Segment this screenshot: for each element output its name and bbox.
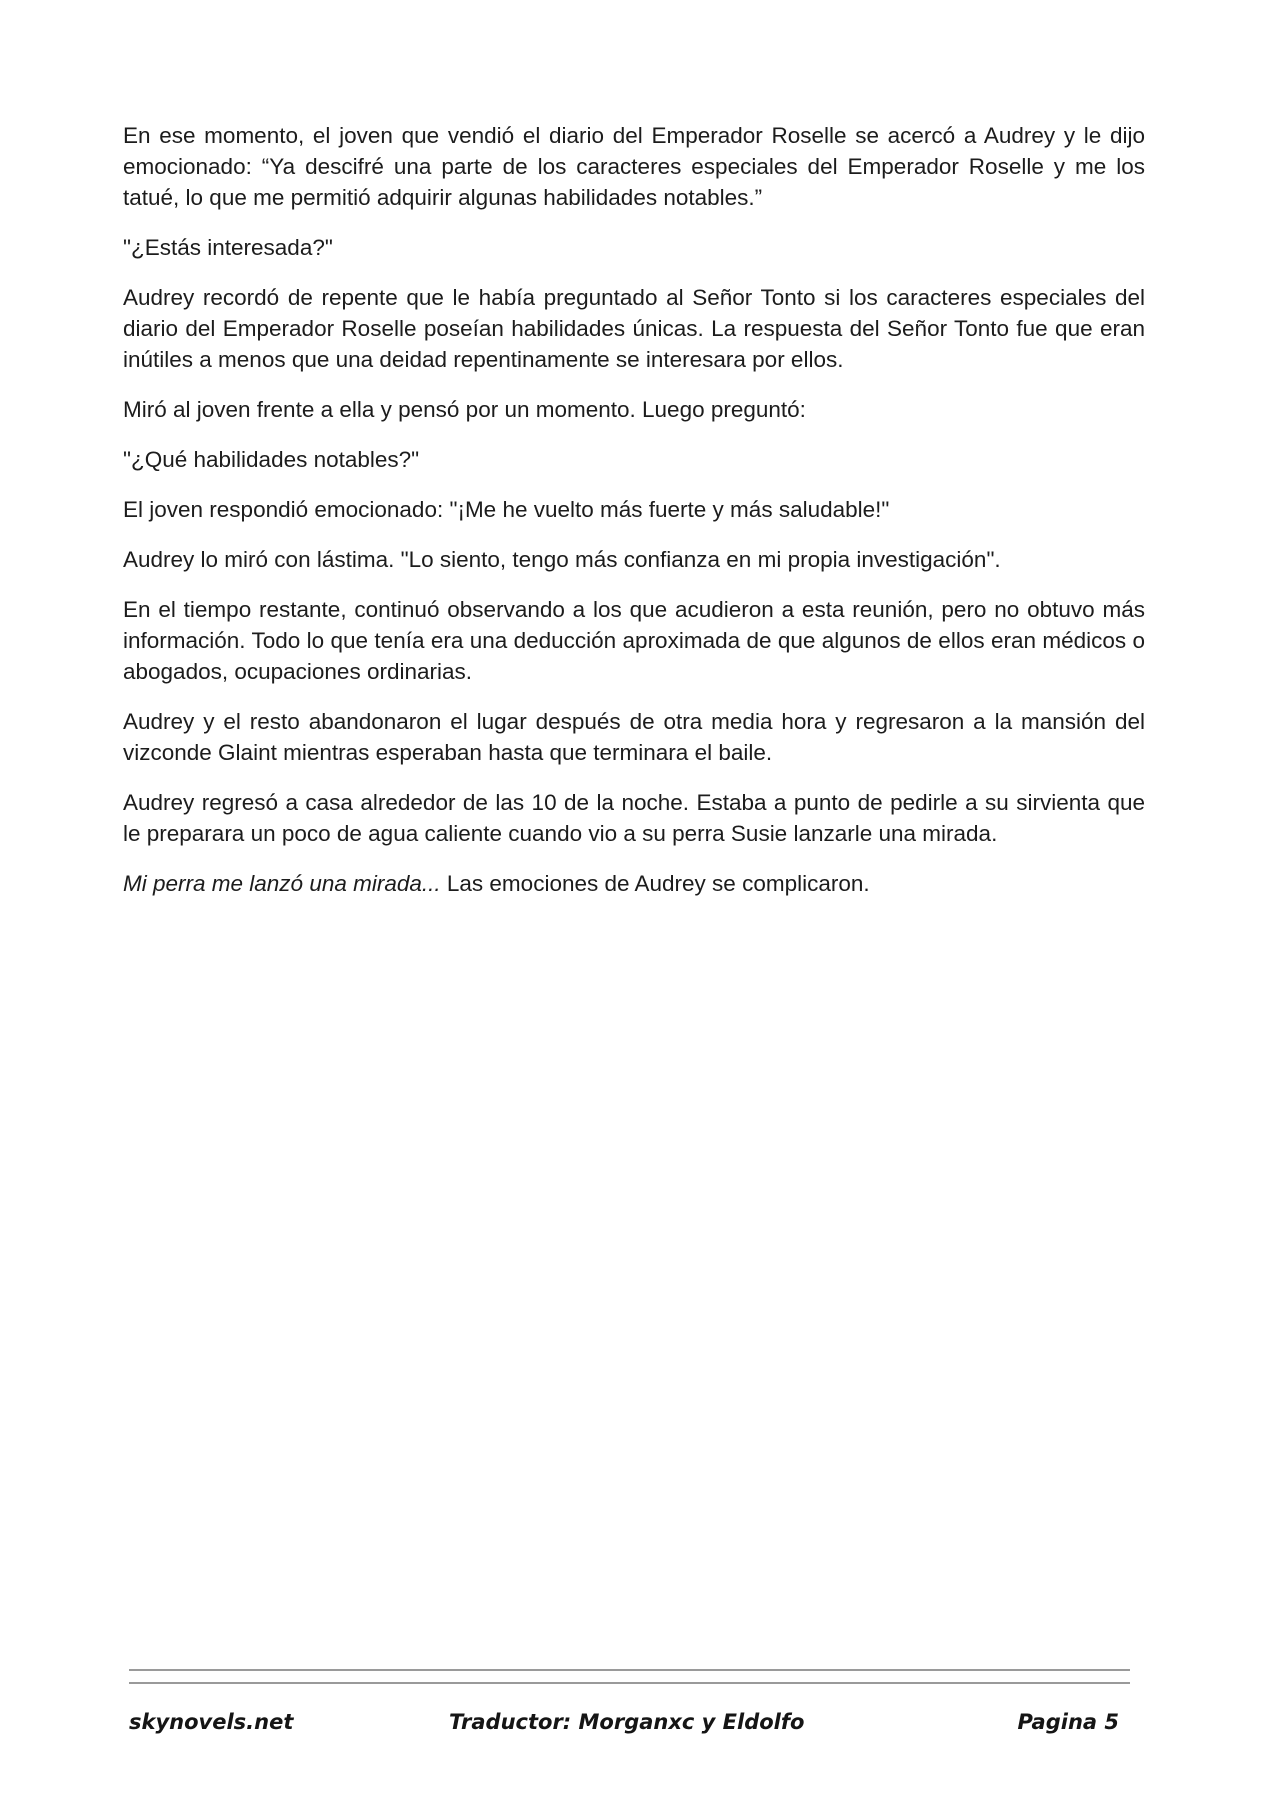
footer-translator: Traductor: Morganxc y Eldolfo <box>449 1710 805 1734</box>
footer-page-number: Pagina 5 <box>1017 1710 1119 1734</box>
paragraph-1: En ese momento, el joven que vendió el diario del Emperador Roselle se acercó a Audrey y le dijo emocionado: “Ya descifré una parte de los caracteres especiales del Emperador Roselle y me los tatué, lo que me permitió adquirir algunas habilidades notables.” <box>123 123 1145 210</box>
footer-site: skynovels.net <box>129 1710 294 1734</box>
paragraph-7: Audrey lo miró con lástima. "Lo siento, tengo más confianza en mi propia investigación". <box>123 547 1001 572</box>
paragraph-11 <box>123 868 1145 899</box>
paragraph-8: En el tiempo restante, continuó observando a los que acudieron a esta reunión, pero no obtuvo más información. Todo lo que tenía era una deducción aproximada de que algunos de ellos eran médicos o abogados, ocupaciones ordinarias. <box>123 597 1145 684</box>
italic-thought: Mi perra me lanzó una mirada... <box>123 871 441 896</box>
paragraph-11-text: Las emociones de Audrey se complicaron. <box>440 871 870 896</box>
footer-rule-bottom <box>129 1682 1130 1684</box>
paragraph-2: "¿Estás interesada?" <box>123 235 333 260</box>
footer-divider <box>129 1669 1130 1684</box>
paragraph-5: "¿Qué habilidades notables?" <box>123 447 420 472</box>
paragraph-3: Audrey recordó de repente que le había preguntado al Señor Tonto si los caracteres especiales del diario del Emperador Roselle poseían habilidades únicas. La respuesta del Señor Tonto fue que eran inútiles a menos que una deidad repentinamente se interesara por ellos. <box>123 285 1145 372</box>
footer-rule-top <box>129 1669 1130 1671</box>
paragraph-10: Audrey regresó a casa alrededor de las 10 de la noche. Estaba a punto de pedirle a su sirvienta que le preparara un poco de agua caliente cuando vio a su perra Susie lanzarle una mirada. <box>123 790 1145 846</box>
paragraph-4: Miró al joven frente a ella y pensó por un momento. Luego preguntó: <box>123 397 806 422</box>
paragraph-9: Audrey y el resto abandonaron el lugar después de otra media hora y regresaron a la mansión del vizconde Glaint mientras esperaban hasta que terminara el baile. <box>123 709 1145 765</box>
paragraph-6: El joven respondió emocionado: "¡Me he vuelto más fuerte y más saludable!" <box>123 497 890 522</box>
page-footer <box>129 1710 1119 1750</box>
document-body <box>123 120 1145 918</box>
